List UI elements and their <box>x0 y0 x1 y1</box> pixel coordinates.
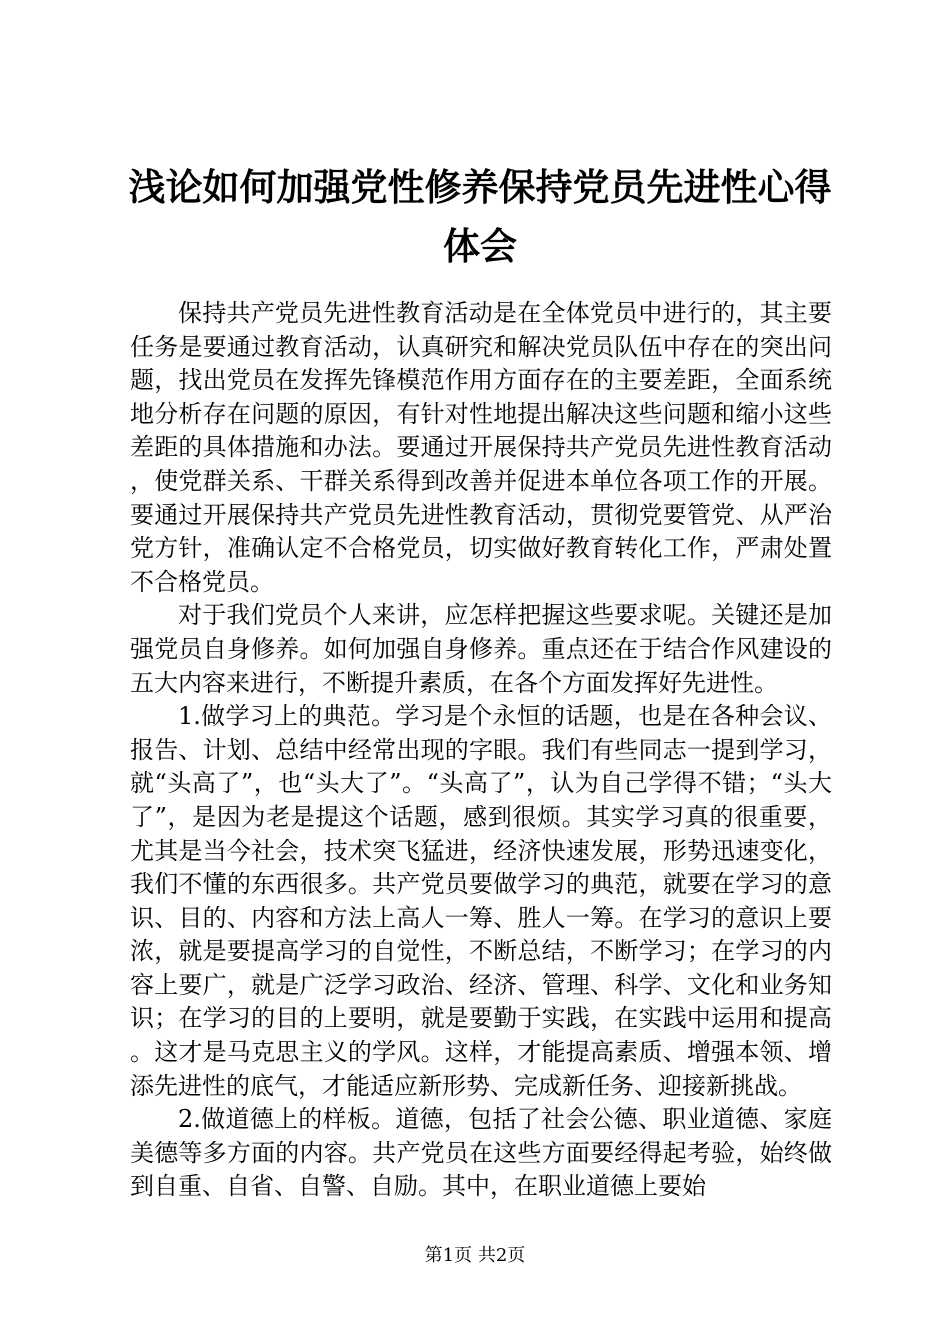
document-body <box>130 297 832 1204</box>
paragraph-2: 对于我们党员个人来讲，应怎样把握这些要求呢。关键还是加强党员自身修养。如何加强自身修养。重点还在于结合作风建设的五大内容来进行，不断提升素质，在各个方面发挥好先进性。 <box>130 601 832 697</box>
paragraph-4: 2.做道德上的样板。道德，包括了社会公德、职业道德、家庭美德等多方面的内容。共产党员在这些方面要经得起考验，始终做到自重、自省、自警、自励。其中，在职业道德上要始 <box>130 1105 832 1201</box>
document-title: 浅论如何加强党性修养保持党员先进性心得体会 <box>128 165 832 268</box>
page-footer: 第1页 共2页 <box>424 1245 526 1266</box>
paragraph-3: 1.做学习上的典范。学习是个永恒的话题，也是在各种会议、报告、计划、总结中经常出现的字眼。我们有些同志一提到学习，就“头高了”，也“头大了”。“头高了”，认为自己学得不错；“头大了”，是因为老是提这个话题，感到很烦。其实学习真的很重要，尤其是当今社会，技术突飞猛进，经济快速发展，形势迅速变化，我们不懂的东西很多。共产党员要做学习的典范，就要在学习的意识、目的、内容和方法上高人一筹、胜人一筹。在学习的意识上要浓，就是要提高学习的自觉性，不断总结，不断学习；在学习的内容上要广，就是广泛学习政治、经济、管理、科学、文化和业务知识；在学习的目的上要明，就是要勤于实践，在实践中运用和提高。这才是马克思主义的学风。这样，才能提高素质、增强本领、增添先进性的底气，才能适应新形势、完成新任务、迎接新挑战。 <box>130 702 832 1100</box>
paragraph-1: 保持共产党员先进性教育活动是在全体党员中进行的，其主要任务是要通过教育活动，认真研究和解决党员队伍中存在的突出问题，找出党员在发挥先锋模范作用方面存在的主要差距，全面系统地分析存在问题的原因，有针对性地提出解决这些问题和缩小这些差距的具体措施和办法。要通过开展保持共产党员先进性教育活动，使党群关系、干群关系得到改善并促进本单位各项工作的开展。要通过开展保持共产党员先进性教育活动，贯彻党要管党、从严治党方针，准确认定不合格党员，切实做好教育转化工作，严肃处置不合格党员。 <box>130 299 832 596</box>
